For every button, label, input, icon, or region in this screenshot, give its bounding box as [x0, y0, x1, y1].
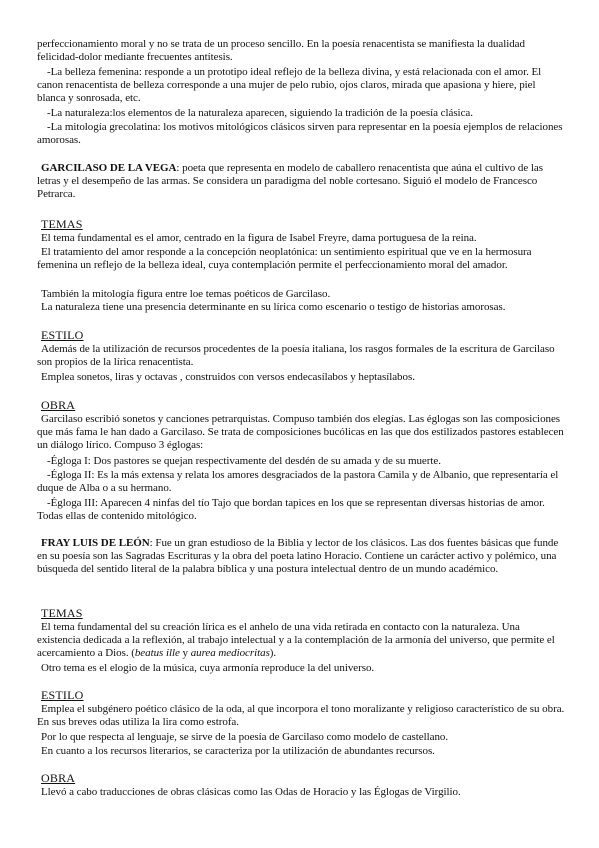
garcilaso-temas-p1: El tema fundamental es el amor, centrado en la figura de Isabel Freyre, dama portuguesa de la reina. [41, 232, 477, 244]
egloga-3-paragraph: -Égloga III: Aparecen 4 ninfas del tío Tajo que bordan tapices en los que se representan diversas historias de amor. Todas ellas de contenido mitológico. [37, 497, 545, 522]
garcilaso-temas-p2: El tratamiento del amor responde a la concepción neoplatónica: un sentimiento espiritual que ve en la hermosura femenina un reflejo de la belleza ideal, cuya contemplación permite el perfeccionamiento moral del amador. [37, 246, 532, 271]
garcilaso-estilo-heading: ESTILO [41, 328, 84, 342]
garcilaso-obra-heading: OBRA [41, 398, 76, 412]
garcilaso-estilo-p2: Emplea sonetos, liras y octavas , construidos con versos endecasílabos y heptasílabos. [41, 371, 415, 383]
mitologia-paragraph: -La mitología grecolatina: los motivos mitológicos clásicos sirven para representar en la poesía ejemplos de relaciones amorosas. [37, 121, 563, 146]
egloga-2-paragraph: -Égloga II: Es la más extensa y relata los amores desgraciados de la pastora Camila y de Albanio, que representaría el duque de Alba o a su hermano. [37, 469, 559, 494]
belleza-femenina-paragraph: -La belleza femenina: responde a un prototipo ideal reflejo de la belleza divina, y está relacionada con el amor. El canon renacentista de belleza corresponde a una mujer de pelo rubio, ojos claros, mirada que apasiona y hiere, piel blanca y sonrosada, etc. [37, 66, 542, 104]
aurea-mediocritas-term: aurea mediocritas [190, 647, 270, 659]
fray-luis-intro-text: : Fue un gran estudioso de la Biblia y lector de los clásicos. Las dos fuentes básicas que funde en su poesía son las Sagradas Escrituras y la obra del poeta latino Horacio. Contiene un carácter activo y polémico, una búsqueda del sentido literal de la palabra bíblica y una postura intelectual dentro de un mundo académico. [37, 537, 559, 575]
garcilaso-temas-p4: La naturaleza tiene una presencia determinante en su lírica como escenario o testigo de historias amorosas. [41, 301, 506, 313]
fray-luis-temas-p1-conj: y [179, 647, 191, 659]
egloga-1-paragraph: -Égloga I: Dos pastores se quejan respectivamente del desdén de su amada y de su muerte. [47, 455, 441, 467]
garcilaso-intro-text: : poeta que representa en modelo de caballero renacentista que aúna el cultivo de las letras y el desempeño de las armas. Se considera un paradigma del noble cortesano. Siguió el modelo de Francesco Petrarca. [37, 162, 543, 200]
fray-luis-estilo-p3: En cuanto a los recursos literarios, se caracteriza por la utilización de abundantes recursos. [41, 745, 435, 757]
fray-luis-obra-p1: Llevó a cabo traducciones de obras clásicas como las Odas de Horacio y las Églogas de Virgilio. [41, 786, 461, 798]
fray-luis-name: FRAY LUIS DE LEÓN [41, 537, 150, 549]
garcilaso-intro [37, 162, 565, 201]
fray-luis-temas-p1 [37, 621, 565, 660]
fray-luis-temas-heading: TEMAS [41, 606, 83, 620]
fray-luis-intro [37, 537, 565, 576]
garcilaso-name: GARCILASO DE LA VEGA [41, 162, 177, 174]
fray-luis-estilo-p1: Emplea el subgénero poético clásico de la oda, al que incorpora el tono moralizante y religioso característico de su obra. En sus breves odas utiliza la lira como estrofa. [37, 703, 565, 728]
naturaleza-paragraph: -La naturaleza:los elementos de la naturaleza aparecen, siguiendo la tradición de la poesía clásica. [47, 107, 473, 119]
garcilaso-estilo-p1: Además de la utilización de recursos procedentes de la poesía italiana, los rasgos formales de la escritura de Garcilaso son propios de la lírica renacentista. [37, 343, 555, 368]
garcilaso-temas-p3: También la mitología figura entre loe temas poéticos de Garcilaso. [41, 288, 331, 300]
fray-luis-temas-p1-end: ). [269, 647, 277, 659]
beatus-ille-term: beatus ille [134, 647, 180, 659]
fray-luis-estilo-heading: ESTILO [41, 688, 84, 702]
garcilaso-obra-p1: Garcilaso escribió sonetos y canciones petrarquistas. Compuso también dos elegías. Las églogas son las composiciones que más fama le han dado a Garcilaso. Se trata de composiciones bucólicas en las que dos estilizados pastores establecen un diálogo lírico. Compuso 3 églogas: [37, 413, 564, 451]
fray-luis-obra-heading: OBRA [41, 771, 76, 785]
fray-luis-estilo-p2: Por lo que respecta al lenguaje, se sirve de la poesía de Garcilaso como modelo de castellano. [41, 731, 449, 743]
fray-luis-temas-p2: Otro tema es el elogio de la música, cuya armonía reproduce la del universo. [41, 662, 375, 674]
garcilaso-temas-heading: TEMAS [41, 217, 83, 231]
intro-paragraph: perfeccionamiento moral y no se trata de un proceso sencillo. En la poesía renacentista se manifiesta la dualidad felicidad-dolor mediante frecuentes antítesis. [37, 38, 525, 63]
fray-luis-temas-p1-text: El tema fundamental del su creación lírica es el anhelo de una vida retirada en contacto con la naturaleza. Una existencia dedicada a la reflexión, al trabajo intelectual y a la contemplación de la armonía del universo, que permite el acercamiento a Dios. ( [37, 621, 555, 659]
